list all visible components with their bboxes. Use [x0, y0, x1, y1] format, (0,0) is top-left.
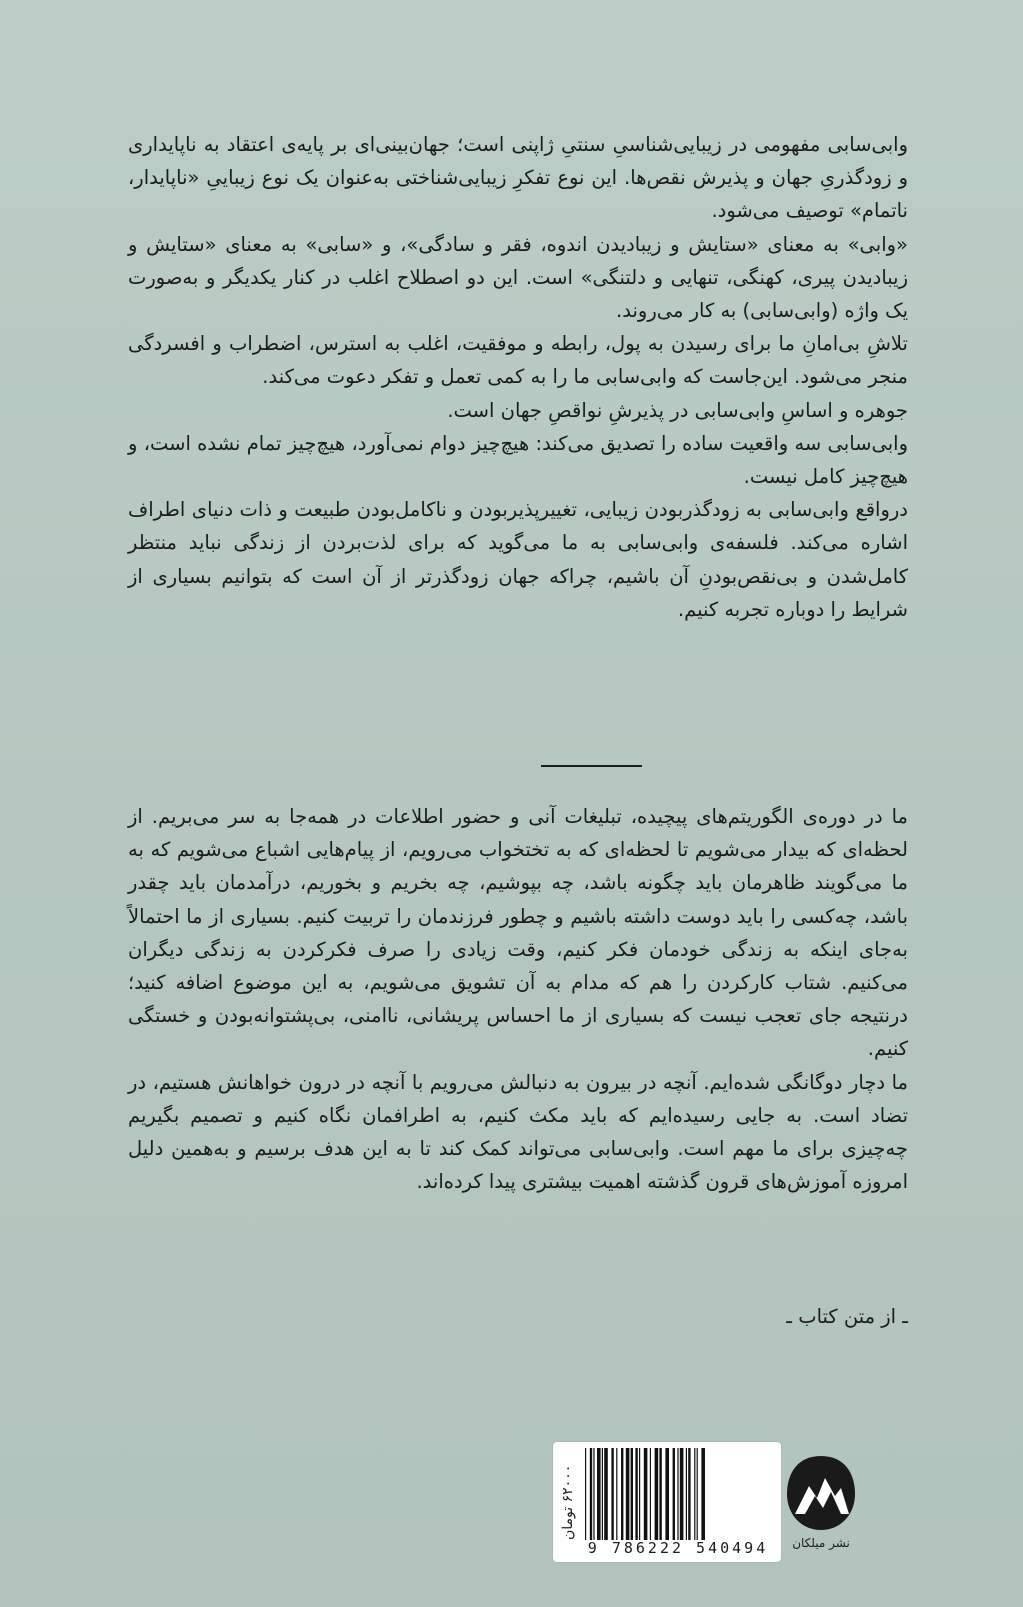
- attribution: ـ از متن کتاب ـ: [786, 1305, 908, 1328]
- price-label: ۶۲۰۰۰ تومان: [560, 1464, 576, 1540]
- paragraph: وابی‌سابی سه واقعیت ساده را تصدیق می‌کند: هیچ‌چیز دوام نمی‌آورد، هیچ‌چیز تمام نشده است، و هیچ‌چیز کامل نیست.: [128, 431, 908, 489]
- blurb-section-2: [128, 800, 908, 1198]
- section-divider: [541, 765, 642, 767]
- paragraph: «وابی» به معنای «ستایش و زیبادیدن اندوه، فقر و سادگی»، و «سابی» به معنای «ستایش و زیبادیدن پیری، کهنگی، تنهایی و دلتنگی» است. این دو اصطلاح اغلب در کنار یکدیگر و به‌صورت یک واژه (وابی‌سابی) به کار می‌روند.: [128, 232, 908, 323]
- paragraph: درواقع وابی‌سابی به زودگذربودن زیبایی، تغییرپذیربودن و ناکامل‌بودن طبیعت و ذات دنیای اطراف اشاره می‌کند. فلسفه‌ی وابی‌سابی به ما می‌گوید که برای لذت‌بردن از زندگی نباید منتظر کامل‌شدن و بی‌نقص‌بودنِ آن باشیم، چراکه جهان زودگذرتر از آن است که بتوانیم بسیاری از شرایط را دوباره تجربه کنیم.: [128, 498, 908, 621]
- publisher-logo: [785, 1452, 857, 1558]
- blurb-section-1: [128, 128, 908, 626]
- barcode-icon: [583, 1448, 773, 1540]
- barcode-label: [553, 1442, 781, 1562]
- publisher-name: نشر میلکان: [792, 1536, 850, 1550]
- mountain-peaks-circle-icon: [785, 1452, 857, 1532]
- paragraph: ما دچار دوگانگی شده‌ایم. آنچه در بیرون به دنبالش می‌رویم با آنچه در درون خواهانش هستیم، در تضاد است. به جایی رسیده‌ایم که باید مکث کنیم، به اطرافمان نگاه کنیم و تصمیم بگیریم چه‌چیزی برای ما مهم است. وابی‌سابی می‌تواند کمک کند تا به این هدف برسیم و به‌همین دلیل امروزه آموزش‌های قرون گذشته اهمیت بیشتری پیدا کرده‌اند.: [128, 1070, 908, 1194]
- paragraph: ما در دوره‌ی الگوریتم‌های پیچیده، تبلیغات آنی و حضور اطلاعات در همه‌جا به سر می‌بریم. از لحظه‌ای که بیدار می‌شویم تا لحظه‌ای که به تختخواب می‌رویم، از پیام‌هایی اشباع می‌شویم که به ما می‌گویند ظاهرمان باید چگونه باشد، چه بپوشیم، چه بخریم و بخوریم، درآمدمان باید چقدر باشد، چه‌کسی را باید دوست داشته باشیم و چطور فرزندمان را تربیت کنیم. بسیاری از ما احتمالاً به‌جای اینکه به زندگی خودمان فکر کنیم، وقت زیادی را صرف فکرکردن به زندگی دیگران می‌کنیم. شتاب کارکردن را هم که مدام به آن تشویق می‌شویم، به این موضوع اضافه کنید؛ درنتیجه جای تعجب نیست که بسیاری از ما احساس پریشانی، ناامنی، بی‌پشتوانه‌بودن و خستگی کنیم.: [128, 805, 908, 1061]
- paragraph: تلاشِ بی‌امانِ ما برای رسیدن به پول، رابطه و موفقیت، اغلب به استرس، اضطراب و افسردگی منجر می‌شود. این‌جاست که وابی‌سابی ما را به کمی تعمل و تفکر دعوت می‌کند.: [128, 332, 908, 389]
- paragraph: وابی‌سابی مفهومی در زیبایی‌شناسیِ سنتیِ ژاپنی است؛ جهان‌بینی‌ای بر پایه‌ی اعتقاد به ناپایداری و زودگذریِ جهان و پذیرش نقص‌ها. این نوع تفکرِ زیبایی‌شناختی به‌عنوان یک نوع زیباییِ «ناپایدار، ناتمام» توصیف می‌شود.: [128, 133, 908, 223]
- isbn-number: 9 786222 540494: [587, 1539, 769, 1557]
- paragraph: جوهره و اساسِ وابی‌سابی در پذیرشِ نواقصِ جهان است.: [447, 398, 908, 422]
